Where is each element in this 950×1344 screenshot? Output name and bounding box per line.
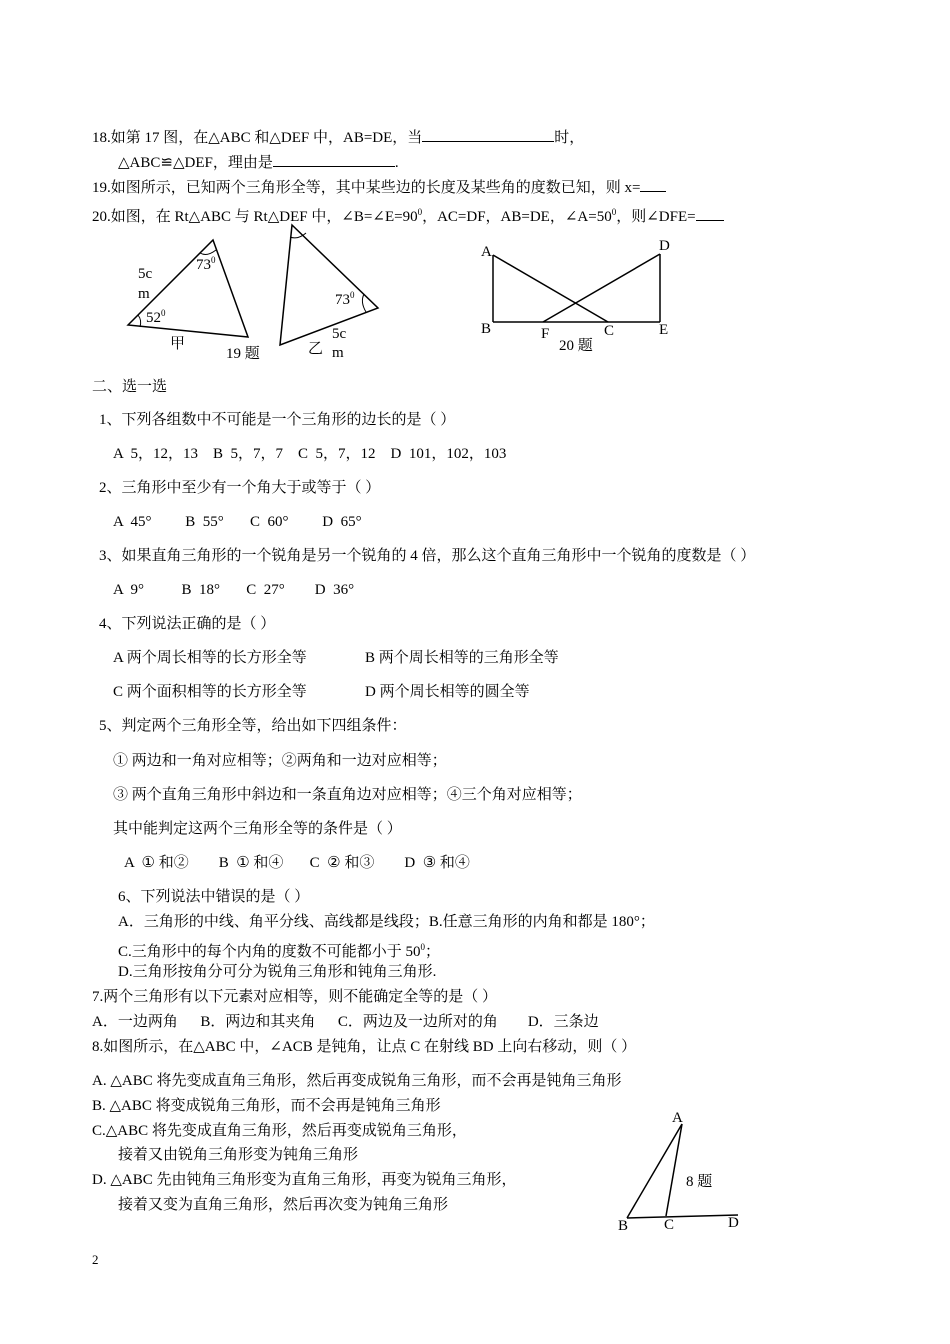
- question-18-line1: [92, 127, 584, 148]
- jia-angle-top: $73^0$: [196, 255, 216, 273]
- q6c-degree: 0: [420, 942, 426, 952]
- mc-question-8: 8.如图所示，在△ABC 中，∠ACB 是钝角，让点 C 在射线 BD 上向右移动，则（ ）: [92, 1039, 637, 1055]
- segment-AC: [493, 255, 608, 322]
- mc-question-5-condition-1: ① 两边和一角对应相等；②两角和一边对应相等；: [113, 753, 447, 769]
- mc-question-4-option-b: B 两个周长相等的三角形全等: [365, 650, 559, 666]
- q18-text-b: 时，: [554, 130, 585, 146]
- q20-degree-2: 0: [611, 207, 617, 217]
- mc-question-6-option-c: [118, 937, 440, 962]
- mc-question-5-condition-2: ③ 两个直角三角形中斜边和一条直角边对应相等；④三个角对应相等；: [113, 787, 582, 803]
- label-C: C: [664, 1217, 675, 1233]
- q20-blank[interactable]: [696, 206, 724, 221]
- mc-question-5-ask: 其中能判定这两个三角形全等的条件是（ ）: [113, 821, 402, 837]
- mc-question-4: 4、下列说法正确的是（ ）: [99, 616, 276, 632]
- q20-degree-1: 0: [417, 207, 423, 217]
- question-18-line2: [118, 152, 399, 173]
- mc-question-1-options: A 5，12，13 B 5，7，7 C 5，7，12 D 101，102，103: [113, 446, 507, 462]
- section-title: 二、选一选: [92, 379, 168, 395]
- yi-angle-right: $73^0$: [335, 290, 355, 308]
- q6c-text-b: ；: [425, 944, 441, 960]
- angle-arc-jia-bottom: [138, 315, 141, 327]
- label-F: F: [541, 326, 550, 342]
- mc-question-8-option-d-line2: 接着又变为直角三角形，然后再次变为钝角三角形: [118, 1197, 449, 1213]
- mc-question-3: 3、如果直角三角形的一个锐角是另一个锐角的 4 倍，那么这个直角三角形中一个锐角的度数是（ ）: [99, 548, 756, 564]
- mc-question-1: 1、下列各组数中不可能是一个三角形的边长的是（ ）: [99, 412, 456, 428]
- label-B: B: [618, 1218, 629, 1234]
- mc-question-4-option-d: D 两个周长相等的圆全等: [365, 684, 530, 700]
- mc-question-8-option-c-line2: 接着又由锐角三角形变为钝角三角形: [118, 1147, 359, 1163]
- mc-question-2-options: A 45° B 55° C 60° D 65°: [113, 514, 362, 530]
- mc-question-4-option-a: A 两个周长相等的长方形全等: [113, 650, 307, 666]
- q18-blank-1[interactable]: [422, 127, 554, 142]
- q18-text-a: 18.如第 17 图，在△ABC 和△DEF 中，AB=DE，当: [92, 130, 423, 146]
- segment-DF: [543, 254, 660, 322]
- label-A: A: [672, 1110, 683, 1126]
- mc-question-5: 5、判定两个三角形全等，给出如下四组条件：: [99, 718, 407, 734]
- q20-text-c: ，则∠DFE=: [616, 209, 696, 225]
- jia-angle-bottom: $52^0$: [146, 308, 166, 326]
- q6c-text-a: C.三角形中的每个内角的度数不可能都小于 50: [118, 944, 421, 960]
- mc-question-4-option-c: C 两个面积相等的长方形全等: [113, 684, 307, 700]
- jia-side-label-1: 5c: [138, 266, 153, 282]
- figure-20-caption: 20 题: [559, 338, 593, 354]
- yi-side-label-2: m: [332, 345, 344, 361]
- mc-question-8-option-b: B. △ABC 将变成锐角三角形，而不会再是钝角三角形: [92, 1098, 441, 1114]
- figure-19-caption: 19 题: [226, 346, 260, 362]
- yi-label: 乙: [308, 341, 324, 357]
- q20-text-b: ，AC=DF，AB=DE，∠A=50: [422, 209, 612, 225]
- jia-label: 甲: [170, 336, 186, 352]
- label-E: E: [659, 322, 669, 338]
- mc-question-5-options: A ① 和② B ① 和④ C ② 和③ D ③ 和④: [124, 855, 470, 871]
- triangle-yi: [280, 225, 378, 345]
- q18-text-d: .: [394, 155, 399, 171]
- label-D: D: [728, 1215, 739, 1231]
- jia-side-label-2: m: [138, 286, 150, 302]
- q19-blank[interactable]: [640, 177, 666, 192]
- label-C: C: [604, 323, 615, 339]
- mc-question-2: 2、三角形中至少有一个角大于或等于（ ）: [99, 480, 381, 496]
- figure-19: [120, 220, 390, 368]
- figure-8: [610, 1102, 750, 1236]
- ray-BD: [627, 1215, 738, 1218]
- figure-20: [475, 232, 685, 360]
- q18-blank-2[interactable]: [273, 152, 395, 167]
- label-B: B: [481, 321, 492, 337]
- label-D: D: [659, 238, 670, 254]
- label-A: A: [481, 244, 492, 260]
- mc-question-6-option-d: D.三角形按角分可分为锐角三角形和钝角三角形.: [118, 964, 437, 980]
- mc-question-7-options: A．一边两角 B．两边和其夹角 C．两边及一边所对的角 D．三条边: [92, 1014, 599, 1030]
- mc-question-7: 7.两个三角形有以下元素对应相等，则不能确定全等的是（ ）: [92, 989, 498, 1005]
- mc-question-8-option-c-line1: C.△ABC 将先变成直角三角形，然后再变成锐角三角形，: [92, 1123, 467, 1139]
- q20-text-a: 20.如图，在 Rt△ABC 与 Rt△DEF 中，∠B=∠E=90: [92, 209, 418, 225]
- q19-text: 19.如图所示，已知两个三角形全等，其中某些边的长度及某些角的度数已知，则 x=: [92, 180, 641, 196]
- q18-text-c: △ABC≌△DEF，理由是: [118, 155, 273, 171]
- page-number: 2: [92, 1252, 99, 1267]
- mc-question-8-option-d-line1: D. △ABC 先由钝角三角形变为直角三角形，再变为锐角三角形，: [92, 1172, 517, 1188]
- mc-question-8-option-a: A. △ABC 将先变成直角三角形，然后再变成锐角三角形，而不会再是钝角三角形: [92, 1073, 622, 1089]
- figure-8-caption: 8 题: [686, 1174, 713, 1190]
- mc-question-6-options-ab: A．三角形的中线、角平分线、高线都是线段；B.任意三角形的内角和都是 180°；: [118, 914, 655, 930]
- mc-question-3-options: A 9° B 18° C 27° D 36°: [113, 582, 355, 598]
- mc-question-6: 6、下列说法中错误的是（ ）: [118, 889, 310, 905]
- yi-side-label-1: 5c: [332, 326, 347, 342]
- question-19: [92, 177, 666, 198]
